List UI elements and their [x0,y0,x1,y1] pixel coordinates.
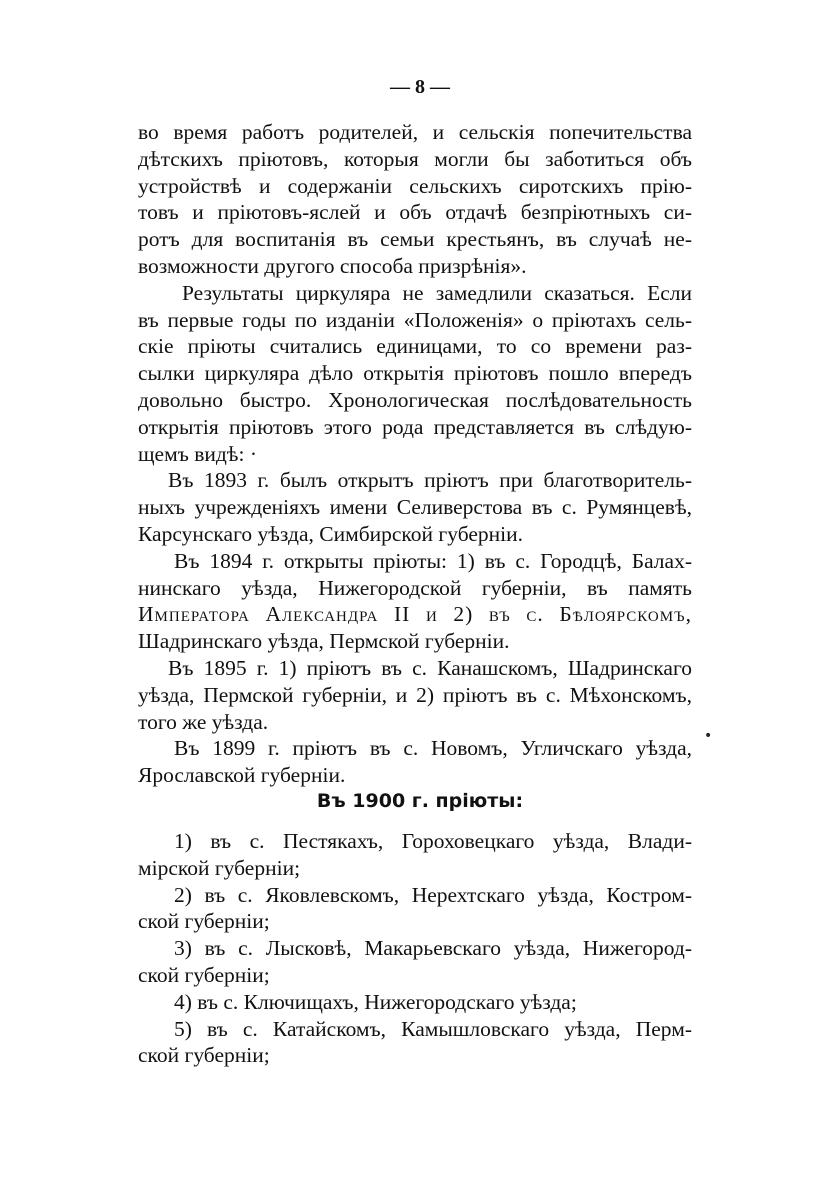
list-item-continuation: ской губерніи; [138,962,270,987]
list-item-continuation: мірской губерніи; [138,855,301,880]
text-line: Результаты циркуляра не замедлили сказаться. Если [182,280,692,305]
list-item: 5) въ с. Катайскомъ, Камышловскаго уѣзда, Перм- [174,1016,692,1041]
text-line: Карсунскаго уѣзда, Симбирской губерніи. [138,521,524,546]
text-line: возможности другого способа призрѣнія». [138,253,527,278]
margin-mark: • [704,728,713,744]
text-line: Въ 1893 г. былъ открытъ пріютъ при благотворитель- [168,468,692,493]
shelter-list [138,828,692,1069]
text-line: Въ 1894 г. открыты пріюты: 1) въ с. Городцѣ, Балах- [174,548,692,573]
list-item: 3) въ с. Лысковѣ, Макарьевскаго уѣзда, Нижегород- [174,936,692,961]
body-text [138,119,692,789]
text-line: Императора Александра II и 2) въ с. Бѣлоярскомъ, [138,602,692,627]
list-item: 2) въ с. Яковлевскомъ, Нерехтскаго уѣзда, Костром- [174,882,692,907]
list-item: 1) въ с. Пестякахъ, Гороховецкаго уѣзда, Влади- [174,829,692,853]
list-item-continuation: ской губерніи; [138,909,270,934]
text-line: дѣтскихъ пріютовъ, которыя могли бы заботиться объ [138,146,692,171]
text-line: ныхъ учрежденіяхъ имени Селиверстова въ с. Румянцевѣ, [138,495,692,520]
text-line: Шадринскаго уѣзда, Пермской губерніи. [138,629,510,654]
text-line: скіе пріюты считались единицами, то со времени раз- [138,334,692,359]
section-heading: Въ 1900 г. пріюты: [316,790,524,812]
text-line: того же уѣзда. [138,709,269,734]
list-item-continuation: ской губерніи; [138,1043,270,1068]
text-line: во время работъ родителей, и сельскія попечительства [138,120,692,144]
text-line: довольно быстро. Хронологическая послѣдовательность [138,387,692,412]
page-number: — 8 — [390,76,450,98]
text-line: въ первые годы по изданіи «Положенія» о пріютахъ сель- [138,307,692,332]
list-item: 4) въ с. Ключищахъ, Нижегородскаго уѣзда; [174,989,577,1014]
text-line: сылки циркуляра дѣло открытія пріютовъ пошло впередъ [138,361,692,386]
text-line: товъ и пріютовъ-яслей и объ отдачѣ безпріютныхъ си- [138,200,692,225]
text-line: нинскаго уѣзда, Нижегородской губерніи, въ память [138,575,692,600]
text-line: открытія пріютовъ этого рода представляется въ слѣдую- [138,414,692,439]
text-line: уѣзда, Пермской губерніи, и 2) пріютъ въ с. Мѣхонскомъ, [138,682,692,707]
text-line: Ярославской губерніи. [138,763,346,788]
text-line: щемъ видѣ: · [138,441,257,466]
text-line: устройствѣ и содержаніи сельскихъ сиротскихъ прію- [138,173,692,198]
text-line: Въ 1895 г. 1) пріютъ въ с. Канашскомъ, Шадринскаго [168,655,692,680]
text-line: Въ 1899 г. пріютъ въ с. Новомъ, Угличскаго уѣзда, [174,736,692,761]
text-line: ротъ для воспитанія въ семьи крестьянъ, въ случаѣ не- [138,227,692,252]
